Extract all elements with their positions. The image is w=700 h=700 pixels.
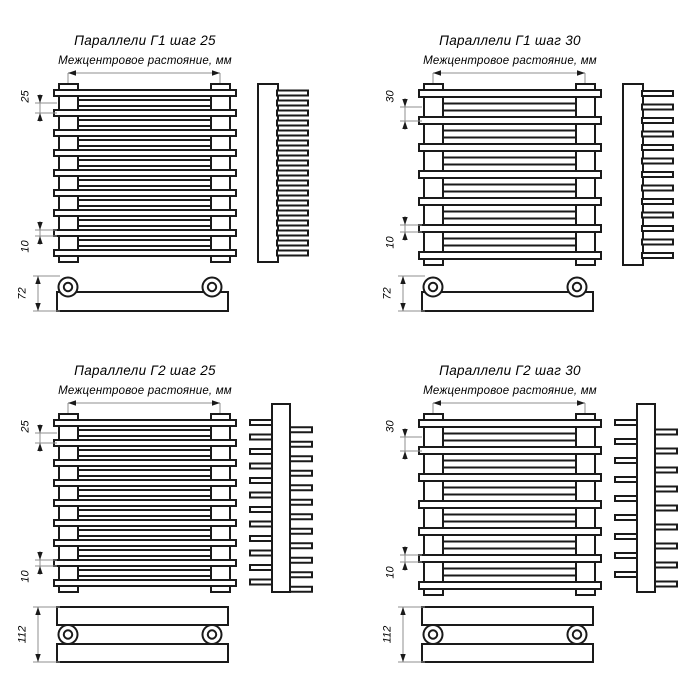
tube-bar (78, 530, 211, 536)
depth-view-tube-row-front (57, 607, 228, 625)
side-tooth-right (653, 563, 677, 568)
side-tooth-right (288, 456, 312, 461)
radiator-drawing (0, 0, 350, 370)
dimension-arrow (35, 607, 40, 615)
side-tooth-left (615, 420, 639, 425)
side-tooth-left (250, 580, 274, 585)
depth-view-tube-row-back (57, 644, 228, 662)
side-tooth-right (288, 514, 312, 519)
dimension-arrow (402, 451, 407, 459)
dim-tube: 10 (384, 236, 397, 249)
side-tooth-left (615, 534, 639, 539)
tube-bar (443, 461, 576, 468)
side-tooth (642, 199, 673, 204)
side-tooth (277, 121, 308, 126)
dim-depth: 72 (381, 287, 394, 300)
tube-bar (419, 225, 601, 232)
tube-bar (54, 150, 236, 156)
dimension-arrow (402, 99, 407, 107)
dim-pitch: 25 (19, 420, 32, 433)
side-collector (623, 84, 643, 265)
tube-bar (54, 480, 236, 486)
side-tooth-left (250, 464, 274, 469)
dimension-arrow (577, 400, 585, 405)
collector-circle-inner (573, 630, 581, 638)
radiator-drawing (0, 330, 350, 700)
dim-depth: 112 (381, 625, 394, 644)
side-tooth-right (288, 485, 312, 490)
quadrant-g2-step25 (0, 330, 350, 700)
side-collector (258, 84, 278, 262)
side-tooth (642, 172, 673, 177)
tube-bar (54, 580, 236, 586)
side-tooth-left (250, 536, 274, 541)
side-tooth (277, 181, 308, 186)
tube-bar (54, 130, 236, 136)
tube-bar (78, 140, 211, 146)
tube-bar (443, 158, 576, 165)
dimension-arrow (433, 400, 441, 405)
dim-tube: 10 (19, 570, 32, 583)
side-tooth-right (288, 587, 312, 592)
tube-bar (419, 117, 601, 124)
quadrant-title: Параллели Г2 шаг 30 (439, 363, 581, 378)
side-tooth-left (615, 515, 639, 520)
dimension-arrow (37, 95, 42, 103)
dim-depth: 72 (16, 287, 29, 300)
tube-bar (419, 447, 601, 454)
dimension-arrow (400, 607, 405, 615)
side-tooth-left (615, 572, 639, 577)
intercenter-label: Межцентровое растояние, мм (58, 55, 232, 67)
side-tooth (277, 201, 308, 206)
quadrant-title: Параллели Г1 шаг 25 (74, 33, 216, 48)
dimension-arrow (68, 400, 76, 405)
tube-bar (443, 185, 576, 192)
tube-bar (443, 488, 576, 495)
tube-bar (419, 252, 601, 259)
tube-bar (54, 500, 236, 506)
depth-view-tube-row (422, 292, 593, 311)
tube-bar (78, 160, 211, 166)
depth-view-tube-row (57, 292, 228, 311)
dimension-arrow (37, 566, 42, 574)
tube-bar (54, 460, 236, 466)
tube-bar (419, 171, 601, 178)
side-tooth-right (653, 525, 677, 530)
side-tooth-left (615, 439, 639, 444)
tube-bar (78, 430, 211, 436)
dimension-arrow (212, 400, 220, 405)
side-tooth (642, 213, 673, 218)
side-tooth (277, 191, 308, 196)
tube-bar (443, 131, 576, 138)
side-tooth-right (288, 529, 312, 534)
collector-circle-inner (208, 630, 216, 638)
side-tooth-left (250, 565, 274, 570)
dimension-arrow (402, 429, 407, 437)
side-collector (272, 404, 290, 592)
side-tooth (277, 231, 308, 236)
dimension-arrow (37, 236, 42, 244)
quadrant-g1-step30 (365, 0, 700, 370)
tube-bar (443, 434, 576, 441)
depth-view-tube-row-back (422, 644, 593, 662)
tube-bar (78, 490, 211, 496)
dimension-arrow (37, 443, 42, 451)
tube-bar (54, 440, 236, 446)
side-tooth (642, 145, 673, 150)
tube-bar (54, 250, 236, 256)
dimension-arrow (37, 552, 42, 560)
tube-bar (443, 515, 576, 522)
side-tooth-left (250, 435, 274, 440)
side-tooth (277, 101, 308, 106)
tube-bar (419, 474, 601, 481)
tube-bar (54, 210, 236, 216)
side-tooth (642, 118, 673, 123)
radiator-drawing (365, 0, 700, 370)
dimension-arrow (577, 70, 585, 75)
tube-bar (54, 90, 236, 96)
side-tooth (642, 253, 673, 258)
tube-bar (78, 550, 211, 556)
side-tooth-left (250, 493, 274, 498)
side-tooth-right (653, 430, 677, 435)
tube-bar (419, 144, 601, 151)
tube-bar (443, 569, 576, 576)
side-tooth-right (653, 449, 677, 454)
side-tooth-left (250, 551, 274, 556)
side-tooth (642, 226, 673, 231)
tube-bar (443, 239, 576, 246)
side-tooth (277, 251, 308, 256)
tube-bar (78, 570, 211, 576)
tube-bar (78, 450, 211, 456)
side-tooth (277, 171, 308, 176)
side-tooth-left (250, 522, 274, 527)
depth-view-tube-row-front (422, 607, 593, 625)
tube-bar (443, 542, 576, 549)
side-tooth (642, 240, 673, 245)
side-tooth (277, 211, 308, 216)
tube-bar (78, 120, 211, 126)
tube-bar (78, 200, 211, 206)
quadrant-g1-step25 (0, 0, 350, 370)
dimension-arrow (35, 276, 40, 284)
side-tooth-right (288, 442, 312, 447)
quadrant-title: Параллели Г1 шаг 30 (439, 33, 581, 48)
dim-pitch: 25 (19, 90, 32, 103)
dimension-arrow (402, 217, 407, 225)
side-tooth-right (653, 487, 677, 492)
side-tooth-right (288, 427, 312, 432)
dim-depth: 112 (16, 625, 29, 644)
dim-pitch: 30 (384, 90, 397, 103)
dimension-arrow (68, 70, 76, 75)
collector-circle-inner (573, 283, 581, 291)
side-tooth-left (250, 420, 274, 425)
tube-bar (419, 198, 601, 205)
dimension-arrow (400, 303, 405, 311)
side-tooth-right (288, 543, 312, 548)
intercenter-label: Межцентровое растояние, мм (58, 385, 232, 397)
radiator-drawing (365, 330, 700, 700)
quadrant-title: Параллели Г2 шаг 25 (74, 363, 216, 378)
tube-bar (78, 220, 211, 226)
dimension-arrow (37, 425, 42, 433)
tube-bar (54, 420, 236, 426)
side-tooth (642, 105, 673, 110)
side-tooth (277, 131, 308, 136)
side-tooth (277, 111, 308, 116)
dimension-arrow (402, 562, 407, 570)
dimension-arrow (212, 70, 220, 75)
tube-bar (78, 240, 211, 246)
side-tooth-left (615, 477, 639, 482)
side-tooth-left (250, 478, 274, 483)
dimension-arrow (35, 654, 40, 662)
tube-bar (78, 100, 211, 106)
side-tooth-left (615, 496, 639, 501)
side-tooth (277, 241, 308, 246)
side-tooth (642, 91, 673, 96)
tube-bar (419, 501, 601, 508)
tube-bar (443, 104, 576, 111)
tube-bar (419, 420, 601, 427)
side-tooth (277, 91, 308, 96)
side-tooth-right (653, 582, 677, 587)
tube-bar (54, 540, 236, 546)
dimension-arrow (400, 654, 405, 662)
side-tooth (642, 186, 673, 191)
dimension-arrow (433, 70, 441, 75)
tube-bar (54, 190, 236, 196)
collector-circle-inner (208, 283, 216, 291)
side-tooth (642, 159, 673, 164)
tube-bar (54, 170, 236, 176)
tube-bar (419, 555, 601, 562)
side-tooth-right (288, 572, 312, 577)
intercenter-label: Межцентровое растояние, мм (423, 385, 597, 397)
collector-circle-inner (64, 630, 72, 638)
side-tooth-right (653, 468, 677, 473)
dimension-arrow (402, 547, 407, 555)
dimension-arrow (402, 121, 407, 129)
side-tooth-right (653, 544, 677, 549)
tube-bar (54, 110, 236, 116)
side-tooth (642, 132, 673, 137)
dim-pitch: 30 (384, 420, 397, 433)
tube-bar (443, 212, 576, 219)
tube-bar (419, 528, 601, 535)
side-tooth-left (250, 507, 274, 512)
side-tooth-left (615, 553, 639, 558)
side-tooth (277, 151, 308, 156)
side-tooth-right (288, 558, 312, 563)
tube-bar (54, 520, 236, 526)
collector-circle-inner (64, 283, 72, 291)
dimension-arrow (37, 113, 42, 121)
side-tooth-left (615, 458, 639, 463)
tube-bar (419, 582, 601, 589)
collector-circle-inner (429, 283, 437, 291)
side-tooth-left (250, 449, 274, 454)
tube-bar (78, 510, 211, 516)
dimension-arrow (35, 303, 40, 311)
quadrant-g2-step30 (365, 330, 700, 700)
intercenter-label: Межцентровое растояние, мм (423, 55, 597, 67)
tube-bar (54, 560, 236, 566)
side-tooth (277, 141, 308, 146)
dimension-arrow (37, 222, 42, 230)
dim-tube: 10 (19, 240, 32, 253)
tube-bar (78, 180, 211, 186)
side-tooth (277, 221, 308, 226)
side-tooth-right (653, 506, 677, 511)
side-tooth-right (288, 500, 312, 505)
tube-bar (78, 470, 211, 476)
dim-tube: 10 (384, 566, 397, 579)
tube-bar (54, 230, 236, 236)
dimension-arrow (400, 276, 405, 284)
dimension-arrow (402, 232, 407, 240)
side-tooth-right (288, 471, 312, 476)
side-tooth (277, 161, 308, 166)
tube-bar (419, 90, 601, 97)
collector-circle-inner (429, 630, 437, 638)
side-collector (637, 404, 655, 592)
